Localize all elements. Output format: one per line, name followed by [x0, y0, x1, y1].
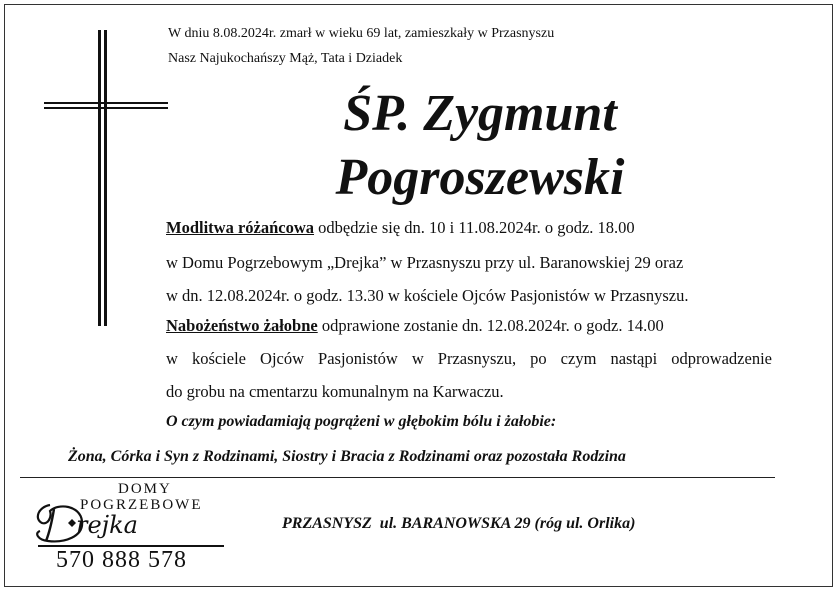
cross-icon-bar [44, 102, 168, 104]
funeral-line-3: do grobu na cmentarzu komunalnym na Karwaczu. [166, 382, 504, 401]
logo-pogrzebowe: POGRZEBOWE [80, 497, 203, 513]
notify-line: O czym powiadamiają pogrążeni w głębokim bólu i żałobie: [166, 413, 557, 430]
phone-number: 570 888 578 [56, 547, 187, 573]
divider [20, 477, 775, 478]
address-text: PRZASNYSZ ul. BARANOWSKA 29 (róg ul. Orlika) [282, 515, 636, 532]
deceased-surname: Pogroszewski [335, 149, 625, 206]
deceased-name-line-1: ŚP. Zygmunt [343, 85, 617, 142]
funeral-line-1 [166, 316, 664, 336]
intro-line-1: W dniu 8.08.2024r. zmarł w wieku 69 lat, zamieszkały w Przasnyszu [168, 26, 555, 41]
funeral-heading: Nabożeństwo żałobne [166, 316, 318, 335]
rosary-line-1 [166, 218, 635, 238]
funeral-text-1: odprawione zostanie dn. 12.08.2024r. o godz. 14.00 [317, 316, 664, 335]
funeral-line-2: w kościele Ojców Pasjonistów w Przasnyszu, po czym nastąpi odprowadzenie [166, 349, 772, 368]
logo-brand-name: rejka [76, 511, 138, 539]
rosary-text-1: odbędzie się dn. 10 i 11.08.2024r. o godz. 18.00 [314, 218, 635, 237]
cross-icon-bar-2 [44, 107, 168, 109]
mourners-line: Żona, Córka i Syn z Rodzinami, Siostry i Bracia z Rodzinami oraz pozostała Rodzina [68, 448, 626, 465]
cross-icon [98, 30, 101, 326]
rosary-line-3: w dn. 12.08.2024r. o godz. 13.30 w kościele Ojców Pasjonistów w Przasnyszu. [166, 286, 689, 305]
funeral-home-logo [22, 481, 232, 581]
logo-domy: DOMY [118, 481, 172, 497]
rosary-line-2: w Domu Pogrzebowym „Drejka” w Przasnyszu przy ul. Baranowskiej 29 oraz [166, 253, 684, 272]
intro-line-2: Nasz Najukochańszy Mąż, Tata i Dziadek [168, 51, 403, 66]
rosary-heading: Modlitwa różańcowa [166, 218, 315, 237]
cross-icon-line [104, 30, 107, 326]
